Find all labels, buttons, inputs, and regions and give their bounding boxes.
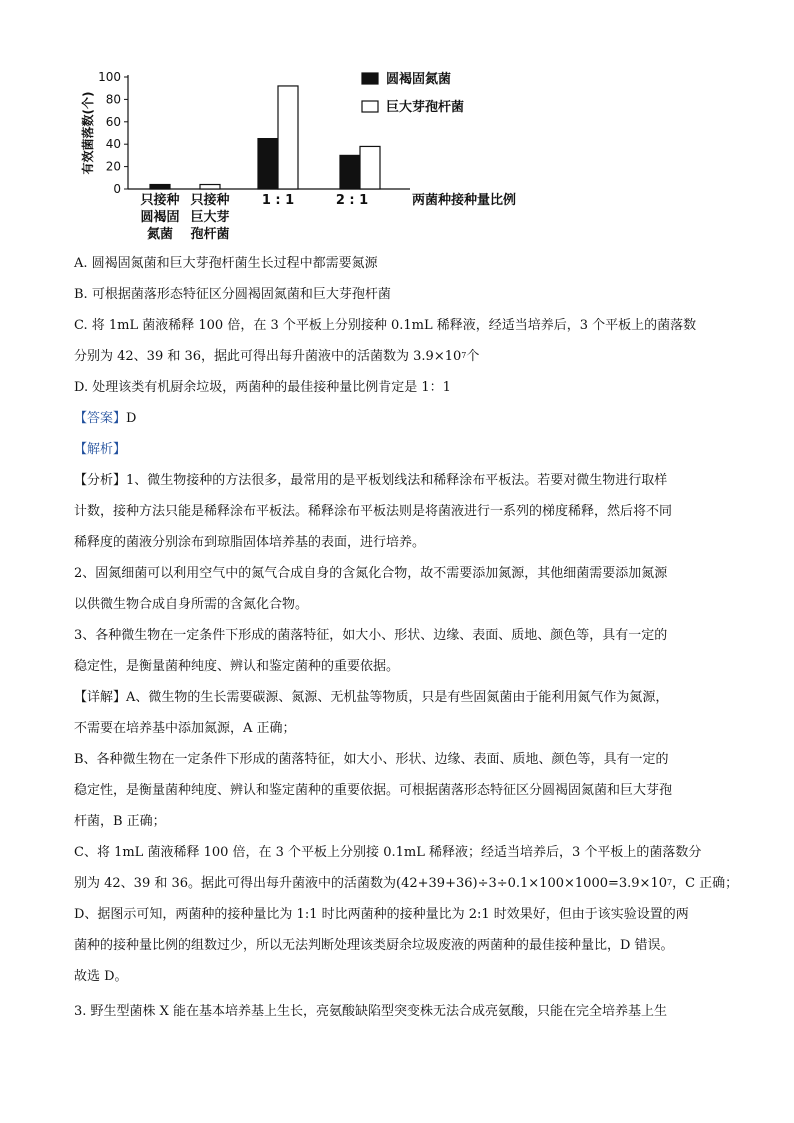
bar-azotobacter	[150, 185, 170, 189]
option-a: A. 圆褐固氮菌和巨大芽孢杆菌生长过程中都需要氮源	[74, 256, 378, 271]
y-axis-label: 有效菌落数(个)	[81, 91, 95, 175]
analysis-p2-line-2: 以供微生物合成自身所需的含氮化合物。	[74, 597, 309, 612]
option-d: D. 处理该类有机厨余垃圾，两菌种的最佳接种量比例肯定是 1：1	[74, 380, 451, 395]
detail-a-line-2: 不需要在培养基中添加氮源，A 正确；	[74, 721, 296, 736]
option-c-line-1: C. 将 1mL 菌液稀释 100 倍，在 3 个平板上分别接种 0.1mL 稀释液，经适当培养后，3 个平板上的菌落数	[74, 318, 697, 333]
detail-d-line-1: D、据图示可知，两菌种的接种量比为 1:1 时比两菌种的接种量比为 2:1 时效果好，但由于该实验设置的两	[74, 907, 689, 922]
option-c-line-2: 分别为 42、39 和 36，据此可得出每升菌液中的活菌数为 $3.9\times 10^7$个	[74, 349, 480, 364]
legend-label: 圆褐固氮菌	[386, 72, 452, 87]
detail-b-line-2: 稳定性，是衡量菌种纯度、辨认和鉴定菌种的重要依据。可根据菌落形态特征区分圆褐固氮菌和巨大芽孢	[74, 783, 673, 798]
legend-swatch	[362, 73, 378, 84]
category-label: 巨大芽	[190, 210, 230, 225]
bar-bacillus	[200, 185, 220, 189]
bar-bacillus	[278, 86, 298, 189]
x-axis-label: 两菌种接种量比例	[412, 193, 517, 208]
y-tick-label: 40	[105, 137, 121, 152]
option-b: B. 可根据菌落形态特征区分圆褐固氮菌和巨大芽孢杆菌	[74, 287, 391, 302]
category-label: 1 : 1	[261, 193, 295, 208]
analysis-p3-line-1: 3、各种微生物在一定条件下形成的菌落特征，如大小、形状、边缘、表面、质地、颜色等，具有一定的	[74, 628, 668, 643]
bar-azotobacter	[258, 139, 278, 189]
detail-b-line-1: B、各种微生物在一定条件下形成的菌落特征，如大小、形状、边缘、表面、质地、颜色等，具有一定的	[74, 752, 669, 767]
analysis-p1-line-3: 稀释度的菌液分别涂布到琼脂固体培养基的表面，进行培养。	[74, 535, 426, 550]
category-label: 2 : 1	[335, 193, 369, 208]
category-label: 只接种	[140, 193, 180, 208]
y-tick-label: 80	[105, 92, 121, 107]
category-label: 只接种	[190, 193, 230, 208]
y-tick-label: 0	[113, 182, 121, 196]
analysis-title: 【解析】	[74, 442, 127, 457]
chart-svg	[70, 62, 530, 252]
bar-azotobacter	[340, 155, 360, 189]
analysis-p2-line-1: 2、固氮细菌可以利用空气中的氮气合成自身的含氮化合物，故不需要添加氮源，其他细菌需要添加氮源	[74, 566, 668, 581]
category-label: 圆褐固	[140, 210, 180, 225]
detail-c-line-1: C、将 1mL 菌液稀释 100 倍，在 3 个平板上分别接 0.1mL 稀释液；经适当培养后，3 个平板上的菌落数分	[74, 845, 702, 860]
conclusion: 故选 D。	[74, 969, 128, 984]
detail-c-line-2: 别为 42、39 和 36。据此可得出每升菌液中的活菌数为$(42+39+36)\div 3\div 0.1\times 100\times 1000=3.9\times 10^7$，C 正确；	[74, 876, 739, 891]
bar-bacillus	[360, 146, 380, 189]
detail-b-line-3: 杆菌，B 正确；	[74, 814, 166, 829]
detail-a-line-1: 【详解】A、微生物的生长需要碳源、氮源、无机盐等物质，只是有些固氮菌由于能利用氮气作为氮源，	[74, 690, 669, 705]
question-3: 3. 野生型菌株 X 能在基本培养基上生长，亮氨酸缺陷型突变株无法合成亮氨酸，只能在完全培养基上生	[74, 1004, 668, 1019]
analysis-p1-line-1: 【分析】1、微生物接种的方法很多，最常用的是平板划线法和稀释涂布平板法。若要对微生物进行取样	[74, 473, 668, 488]
answer-value: D	[126, 411, 137, 426]
analysis-p3-line-2: 稳定性，是衡量菌种纯度、辨认和鉴定菌种的重要依据。	[74, 659, 400, 674]
detail-d-line-2: 菌种的接种量比例的组数过少，所以无法判断处理该类厨余垃圾废液的两菌种的最佳接种量比，D 错误。	[74, 938, 674, 953]
legend-label: 巨大芽孢杆菌	[386, 100, 465, 115]
y-tick-label: 60	[105, 114, 121, 129]
analysis-p1-line-2: 计数，接种方法只能是稀释涂布平板法。稀释涂布平板法则是将菌液进行一系列的梯度稀释，然后将不同	[74, 504, 673, 519]
answer-label: 【答案】	[74, 411, 127, 426]
y-tick-label: 100	[98, 70, 121, 84]
category-label: 孢杆菌	[190, 227, 230, 242]
legend-swatch	[362, 101, 378, 112]
category-label: 氮菌	[146, 227, 174, 242]
bar-chart	[70, 62, 530, 252]
answer-line	[74, 409, 724, 429]
y-tick-label: 20	[105, 159, 121, 174]
